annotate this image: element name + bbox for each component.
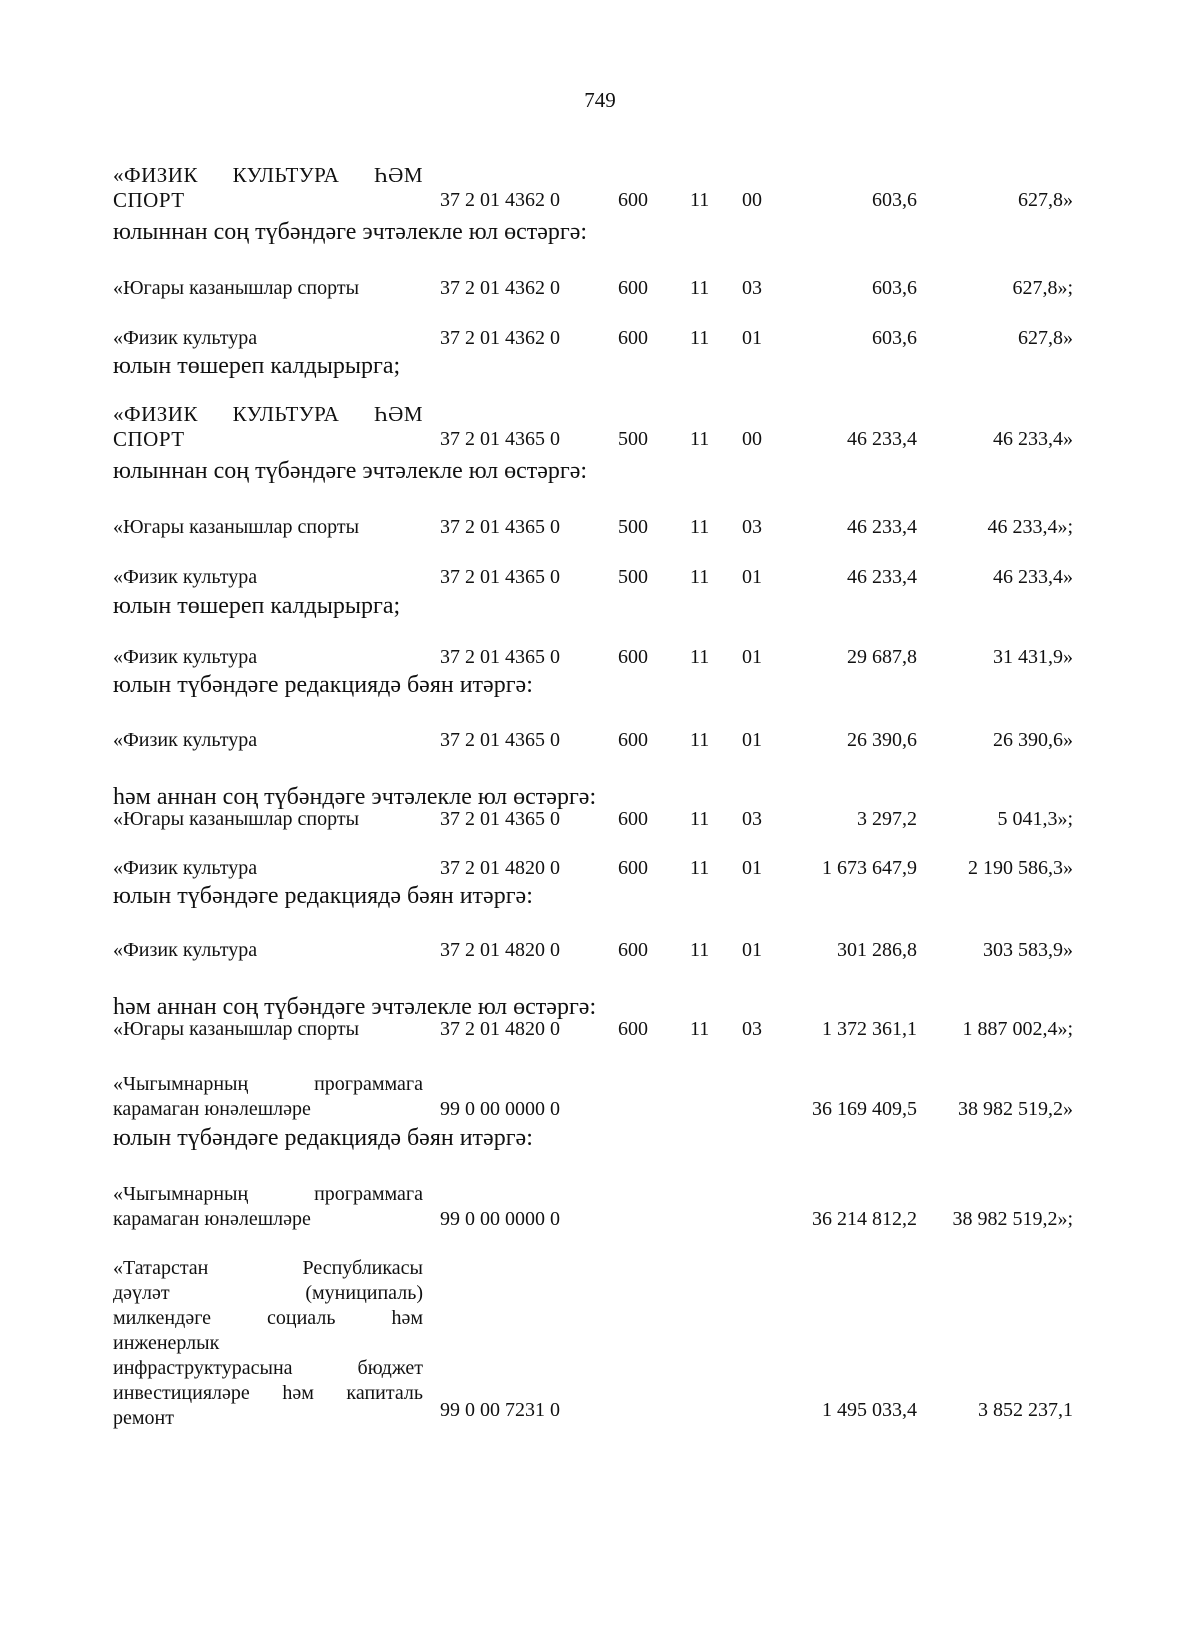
row-name-line: карамаган юнәлешләре	[113, 1208, 311, 1230]
page-number: 749	[584, 88, 616, 112]
row-value-1: 603,6	[872, 189, 917, 211]
row-code: 37 2 01 4365 0	[440, 808, 560, 830]
row-value-1: 36 214 812,2	[812, 1208, 917, 1230]
row-value-2: 38 982 519,2»	[958, 1098, 1073, 1120]
row-rz: 11	[690, 808, 710, 830]
row-value-2: 46 233,4»	[993, 566, 1073, 588]
row-name-line: «ФИЗИК КУЛЬТУРА ҺӘМ	[113, 163, 423, 187]
row-code: 37 2 01 4362 0	[440, 327, 560, 349]
row-code: 37 2 01 4820 0	[440, 939, 560, 961]
row-name-line: «Чыгымнарның программага	[113, 1183, 423, 1205]
row-vr: 500	[618, 428, 648, 450]
row-value-2: 3 852 237,1	[978, 1399, 1073, 1421]
row-name-line: инфраструктурасына бюджет	[113, 1357, 423, 1379]
row-code: 37 2 01 4365 0	[440, 729, 560, 751]
row-rz: 11	[690, 857, 710, 879]
row-code: 37 2 01 4820 0	[440, 1018, 560, 1040]
instruction-text: юлын түбәндәге редакциядә бәян итәргә:	[113, 883, 533, 909]
row-rz: 11	[690, 646, 710, 668]
row-name-line: «Физик культура	[113, 327, 258, 349]
row-name-line: «Физик культура	[113, 857, 258, 879]
row-rz: 11	[690, 277, 710, 299]
row-code: 99 0 00 0000 0	[440, 1208, 560, 1230]
row-value-2: 1 887 002,4»;	[962, 1018, 1073, 1040]
row-vr: 600	[618, 1018, 648, 1040]
row-vr: 600	[618, 327, 648, 349]
row-name-line: милкендәге социаль һәм	[113, 1307, 423, 1329]
instruction-text: һәм аннан соң түбәндәге эчтәлекле юл өстәргә:	[113, 784, 597, 810]
row-value-2: 2 190 586,3»	[968, 857, 1073, 879]
row-vr: 600	[618, 808, 648, 830]
row-code: 37 2 01 4365 0	[440, 646, 560, 668]
row-value-2: 46 233,4»	[993, 428, 1073, 450]
row-pr: 01	[742, 327, 762, 349]
row-pr: 03	[742, 808, 762, 830]
row-pr: 03	[742, 277, 762, 299]
row-pr: 00	[742, 189, 762, 211]
row-value-2: 5 041,3»;	[997, 808, 1073, 830]
row-rz: 11	[690, 327, 710, 349]
row-pr: 01	[742, 646, 762, 668]
row-code: 99 0 00 0000 0	[440, 1098, 560, 1120]
row-code: 37 2 01 4365 0	[440, 428, 560, 450]
row-value-2: 38 982 519,2»;	[952, 1208, 1073, 1230]
row-value-1: 301 286,8	[837, 939, 917, 961]
row-value-1: 36 169 409,5	[812, 1098, 917, 1120]
row-name-line: «Физик культура	[113, 646, 258, 668]
instruction-text: юлын түбәндәге редакциядә бәян итәргә:	[113, 672, 533, 698]
row-vr: 600	[618, 646, 648, 668]
row-name-line: «Югары казанышлар спорты	[113, 1018, 360, 1040]
row-value-2: 627,8»;	[1012, 277, 1073, 299]
row-name-line: дәүләт (муниципаль)	[113, 1282, 423, 1304]
row-name-line: «ФИЗИК КУЛЬТУРА ҺӘМ	[113, 402, 423, 426]
row-vr: 500	[618, 516, 648, 538]
row-vr: 600	[618, 277, 648, 299]
row-rz: 11	[690, 189, 710, 211]
row-code: 37 2 01 4365 0	[440, 566, 560, 588]
row-value-2: 31 431,9»	[993, 646, 1073, 668]
row-rz: 11	[690, 516, 710, 538]
row-pr: 03	[742, 516, 762, 538]
row-vr: 600	[618, 189, 648, 211]
row-vr: 600	[618, 857, 648, 879]
row-rz: 11	[690, 729, 710, 751]
row-name-line: «Югары казанышлар спорты	[113, 808, 360, 830]
row-rz: 11	[690, 428, 710, 450]
row-rz: 11	[690, 1018, 710, 1040]
row-name-line: инвестицияләре һәм капиталь	[113, 1382, 423, 1404]
instruction-text: юлын түбәндәге редакциядә бәян итәргә:	[113, 1125, 533, 1151]
row-value-1: 29 687,8	[847, 646, 917, 668]
row-value-1: 46 233,4	[847, 516, 917, 538]
row-value-2: 627,8»	[1018, 189, 1073, 211]
row-name-line: «Физик культура	[113, 939, 258, 961]
row-value-1: 46 233,4	[847, 566, 917, 588]
row-value-1: 46 233,4	[847, 428, 917, 450]
row-pr: 00	[742, 428, 762, 450]
row-vr: 500	[618, 566, 648, 588]
row-vr: 600	[618, 729, 648, 751]
instruction-text: юлыннан соң түбәндәге эчтәлекле юл өстәргә:	[113, 458, 588, 484]
row-value-2: 46 233,4»;	[987, 516, 1073, 538]
row-name-line: «Татарстан Республикасы	[113, 1257, 423, 1279]
row-code: 37 2 01 4362 0	[440, 189, 560, 211]
row-code: 37 2 01 4362 0	[440, 277, 560, 299]
row-rz: 11	[690, 939, 710, 961]
row-pr: 03	[742, 1018, 762, 1040]
row-name-line: «Чыгымнарның программага	[113, 1073, 423, 1095]
row-value-1: 1 372 361,1	[822, 1018, 917, 1040]
row-pr: 01	[742, 566, 762, 588]
row-value-1: 3 297,2	[857, 808, 917, 830]
row-name-line: инженерлык	[113, 1332, 220, 1354]
row-name-line: карамаган юнәлешләре	[113, 1098, 311, 1120]
row-rz: 11	[690, 566, 710, 588]
row-pr: 01	[742, 729, 762, 751]
row-name-line: «Физик культура	[113, 729, 258, 751]
row-name-line: «Югары казанышлар спорты	[113, 277, 360, 299]
instruction-text: юлын төшереп калдырырга;	[113, 353, 401, 379]
row-pr: 01	[742, 857, 762, 879]
row-value-1: 26 390,6	[847, 729, 917, 751]
row-value-2: 26 390,6»	[993, 729, 1073, 751]
row-value-1: 1 673 647,9	[822, 857, 917, 879]
row-value-2: 627,8»	[1018, 327, 1073, 349]
row-pr: 01	[742, 939, 762, 961]
row-name-line: СПОРТ	[113, 188, 185, 212]
instruction-text: һәм аннан соң түбәндәге эчтәлекле юл өстәргә:	[113, 994, 597, 1020]
row-name-line: ремонт	[113, 1407, 174, 1429]
instruction-text: юлыннан соң түбәндәге эчтәлекле юл өстәргә:	[113, 219, 588, 245]
row-name-line: СПОРТ	[113, 427, 185, 451]
row-code: 99 0 00 7231 0	[440, 1399, 560, 1421]
row-value-1: 1 495 033,4	[822, 1399, 917, 1421]
row-name-line: «Физик культура	[113, 566, 258, 588]
row-value-1: 603,6	[872, 327, 917, 349]
row-value-1: 603,6	[872, 277, 917, 299]
row-code: 37 2 01 4820 0	[440, 857, 560, 879]
row-value-2: 303 583,9»	[983, 939, 1073, 961]
row-code: 37 2 01 4365 0	[440, 516, 560, 538]
instruction-text: юлын төшереп калдырырга;	[113, 593, 401, 619]
row-name-line: «Югары казанышлар спорты	[113, 516, 360, 538]
row-vr: 600	[618, 939, 648, 961]
